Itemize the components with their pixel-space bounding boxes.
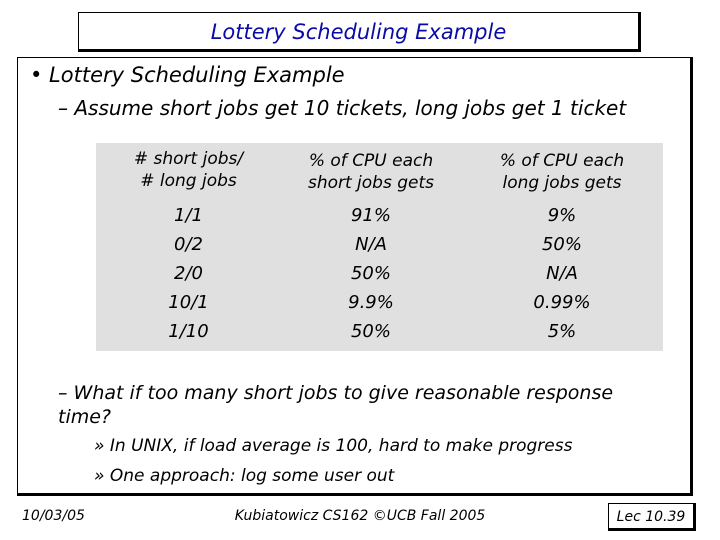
table-header-short-cpu: % of CPU each short jobs gets bbox=[307, 151, 435, 193]
table-header-long-cpu: % of CPU each long jobs gets bbox=[499, 151, 625, 193]
footer-lecture-number: Lec 10.39 bbox=[608, 503, 696, 531]
table-cell: 10/1 bbox=[168, 292, 209, 313]
table-cell: 5% bbox=[547, 321, 577, 342]
table-cell: 2/0 bbox=[174, 263, 203, 284]
table-cell: 50% bbox=[350, 321, 391, 342]
table-header-jobs: # short jobs/ # long jobs bbox=[133, 149, 244, 191]
table-cell: 9% bbox=[547, 205, 577, 226]
table-cell: 0.99% bbox=[533, 292, 591, 313]
table-cell: 0/2 bbox=[174, 234, 203, 255]
table-cell: N/A bbox=[355, 234, 387, 255]
table-cell: 9.9% bbox=[348, 292, 394, 313]
table-cell: 50% bbox=[541, 234, 582, 255]
bullet-main: • Lottery Scheduling Example bbox=[30, 63, 345, 87]
footer-course: Kubiatowicz CS162 ©UCB Fall 2005 bbox=[234, 508, 486, 524]
bullet-unix-load: » In UNIX, if load average is 100, hard to make progress bbox=[94, 436, 573, 456]
table-cell: 91% bbox=[350, 205, 391, 226]
footer-date: 10/03/05 bbox=[22, 508, 85, 524]
bullet-assumption: – Assume short jobs get 10 tickets, long jobs get 1 ticket bbox=[58, 96, 627, 120]
table-cell: 1/10 bbox=[168, 321, 209, 342]
bullet-question: – What if too many short jobs to give reasonable response time? bbox=[58, 382, 614, 428]
bullet-approach: » One approach: log some user out bbox=[94, 466, 395, 486]
table-cell: 50% bbox=[350, 263, 391, 284]
table-cell: N/A bbox=[546, 263, 578, 284]
slide-title: Lottery Scheduling Example bbox=[78, 12, 641, 52]
table-cell: 1/1 bbox=[174, 205, 203, 226]
